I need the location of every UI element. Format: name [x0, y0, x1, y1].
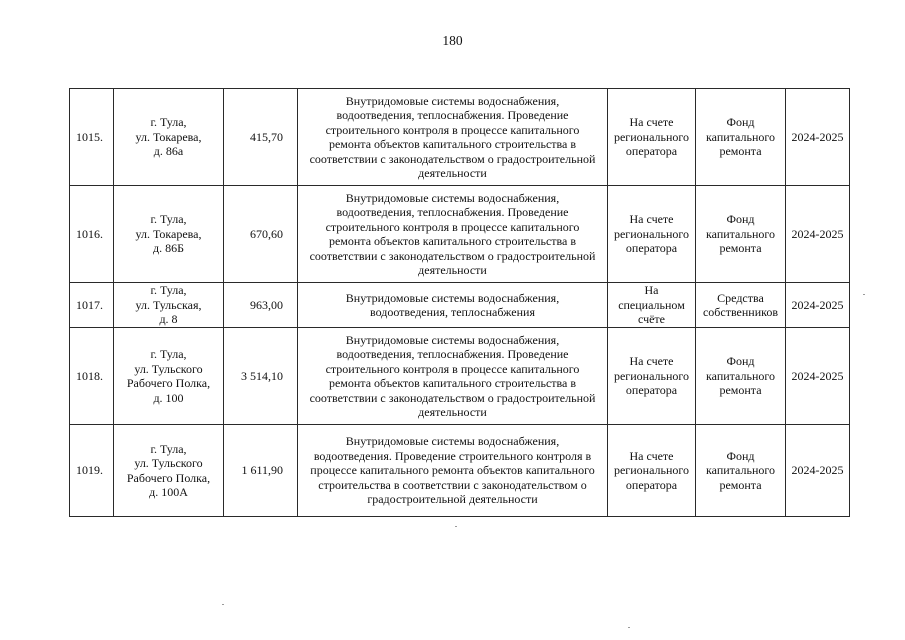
text-line: капитального [706, 129, 775, 144]
funding-source-cell [696, 328, 786, 425]
text-line: г. Тула, [150, 115, 187, 130]
works-description-cell [298, 283, 608, 328]
text-line: капитального [706, 226, 775, 241]
text-line: деятельности [418, 263, 487, 277]
row-number-cell: 1015. [70, 89, 114, 186]
text-line: соответствии с законодательством о градостроительной [309, 390, 596, 405]
table-row [70, 89, 850, 186]
account-type-cell [608, 425, 696, 517]
text-line: На счете [629, 212, 674, 227]
text-line: Внутридомовые системы водоснабжения, [345, 93, 560, 108]
address-cell [114, 89, 224, 186]
text-line: водоотведения, теплоснабжения. Проведение [336, 205, 569, 219]
text-line: ремонта объектов капитального строительства в [328, 376, 577, 390]
works-description-cell [298, 186, 608, 283]
text-line: процессе капитального ремонта объектов капитального [310, 463, 595, 478]
text-line: ремонта [719, 477, 762, 492]
address-cell [114, 328, 224, 425]
address-cell [114, 425, 224, 517]
text-line: водоотведения. Проведение строительного контроля в [313, 448, 592, 463]
period-cell: 2024-2025 [786, 186, 850, 283]
area-cell: 1 611,90 [224, 425, 298, 517]
account-type-cell [608, 89, 696, 186]
text-line: ремонта объектов капитального строительства в [328, 137, 577, 151]
works-description-cell [298, 425, 608, 517]
scan-artifact [863, 294, 865, 295]
text-line: д. 100 [153, 390, 184, 405]
text-line: Фонд [726, 115, 755, 130]
period-cell: 2024-2025 [786, 89, 850, 186]
table-row [70, 283, 850, 328]
row-number-cell: 1017. [70, 283, 114, 328]
text-line: регионального [613, 368, 690, 383]
address-cell [114, 283, 224, 328]
area-cell: 3 514,10 [224, 328, 298, 425]
scan-artifact [455, 526, 457, 527]
text-line: ремонта [719, 241, 762, 256]
capital-repair-table [69, 88, 850, 517]
period-cell: 2024-2025 [786, 283, 850, 328]
text-line: регионального [613, 463, 690, 478]
period-cell: 2024-2025 [786, 328, 850, 425]
text-line: ремонта [719, 383, 762, 398]
text-line: На [644, 283, 659, 298]
text-line: водоотведения, теплоснабжения. Проведение [336, 108, 569, 122]
address-cell [114, 186, 224, 283]
text-line: оператора [625, 144, 678, 159]
text-line: ул. Токарева, [135, 129, 202, 144]
text-line: ремонта объектов капитального строительства в [328, 234, 577, 248]
text-line: специальном [618, 297, 685, 312]
row-number-cell: 1018. [70, 328, 114, 425]
text-line: капитального [706, 368, 775, 383]
text-line: д. 8 [159, 312, 178, 327]
row-number-cell: 1016. [70, 186, 114, 283]
text-line: Внутридомовые системы водоснабжения, [345, 332, 560, 347]
text-line: водоотведения, теплоснабжения. Проведение [336, 347, 569, 361]
text-line: регионального [613, 226, 690, 241]
account-type-cell [608, 328, 696, 425]
text-line: соответствии с законодательством о градостроительной [309, 248, 596, 263]
text-line: Внутридомовые системы водоснабжения, [345, 190, 560, 205]
text-line: д. 86Б [153, 241, 184, 256]
funding-source-cell [696, 283, 786, 328]
text-line: Фонд [726, 212, 755, 227]
text-line: На счете [629, 448, 674, 463]
text-line: Рабочего Полка, [126, 376, 211, 390]
text-line: строительного контроля в процессе капитального [325, 122, 580, 137]
text-line: капитального [706, 463, 775, 478]
text-line: строительства в соответствии с законодательством о [318, 477, 587, 492]
text-line: Фонд [726, 448, 755, 463]
text-line: г. Тула, [150, 441, 187, 456]
text-line: строительного контроля в процессе капитального [325, 361, 580, 376]
account-type-cell [608, 283, 696, 328]
scan-artifact [222, 604, 224, 605]
text-line: г. Тула, [150, 283, 187, 298]
text-line: ул. Тульская, [135, 297, 202, 312]
text-line: Фонд [726, 354, 755, 369]
table-body [70, 89, 850, 517]
scan-artifact [628, 627, 630, 628]
table-row [70, 186, 850, 283]
text-line: строительного контроля в процессе капитального [325, 219, 580, 234]
page-number: 180 [442, 33, 463, 48]
text-line: оператора [625, 383, 678, 398]
text-line: г. Тула, [150, 212, 187, 227]
table-row [70, 328, 850, 425]
text-line: оператора [625, 477, 678, 492]
area-cell: 963,00 [224, 283, 298, 328]
text-line: оператора [625, 241, 678, 256]
area-cell: 670,60 [224, 186, 298, 283]
funding-source-cell [696, 186, 786, 283]
text-line: д. 100А [149, 485, 188, 499]
text-line: ул. Тульского [134, 361, 203, 376]
funding-source-cell [696, 89, 786, 186]
text-line: деятельности [418, 405, 487, 419]
text-line: г. Тула, [150, 347, 187, 361]
area-cell: 415,70 [224, 89, 298, 186]
text-line: ул. Токарева, [135, 226, 202, 241]
text-line: ул. Тульского [134, 456, 203, 470]
text-line: Средства [717, 290, 764, 305]
account-type-cell [608, 186, 696, 283]
text-line: соответствии с законодательством о градостроительной [309, 151, 596, 166]
text-line: регионального [613, 129, 690, 144]
text-line: ремонта [719, 144, 762, 159]
text-line: Внутридомовые системы водоснабжения, [345, 290, 560, 305]
text-line: Внутридомовые системы водоснабжения, [345, 434, 560, 449]
funding-source-cell [696, 425, 786, 517]
text-line: На счете [629, 354, 674, 369]
works-description-cell [298, 328, 608, 425]
text-line: Рабочего Полка, [126, 470, 211, 485]
text-line: водоотведения, теплоснабжения [370, 305, 535, 319]
text-line: собственников [702, 305, 779, 319]
text-line: деятельности [418, 166, 487, 180]
works-description-cell [298, 89, 608, 186]
period-cell: 2024-2025 [786, 425, 850, 517]
text-line: счёте [637, 312, 666, 327]
table-row [70, 425, 850, 517]
text-line: градостроительной деятельности [367, 492, 538, 507]
text-line: д. 86а [153, 144, 184, 159]
text-line: На счете [629, 115, 674, 130]
row-number-cell: 1019. [70, 425, 114, 517]
